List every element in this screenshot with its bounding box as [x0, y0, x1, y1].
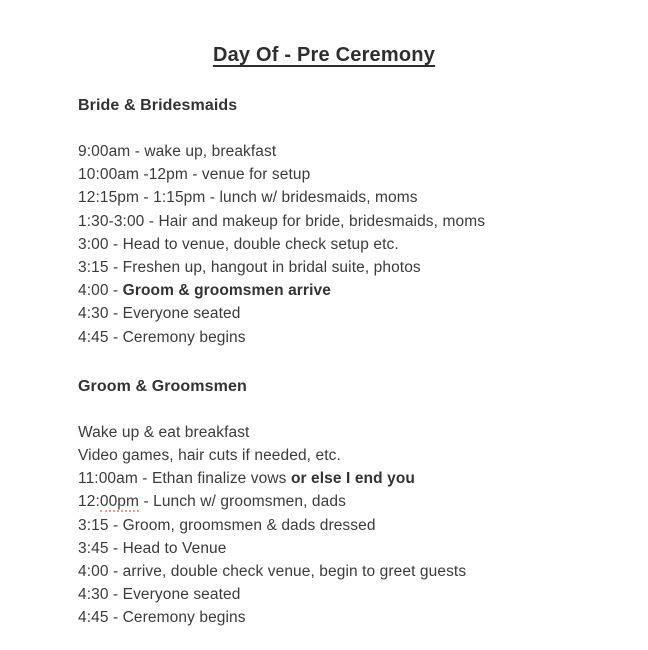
schedule-line [78, 537, 608, 560]
page-title: Day Of - Pre Ceremony [212, 44, 436, 66]
line-text: 4:30 - Everyone seated [78, 586, 241, 604]
line-text: 1:30-3:00 - Hair and makeup for bride, bridesmaids, moms [78, 212, 486, 230]
line-text: 12: [78, 493, 100, 511]
section-heading: Bride & Bridesmaids [78, 97, 238, 114]
line-text-after: - Lunch w/ groomsmen, dads [139, 493, 346, 511]
line-text: 9:00am - wake up, breakfast [78, 143, 277, 160]
schedule-lines [78, 421, 608, 630]
schedule-line [78, 256, 608, 279]
schedule-lines [78, 140, 608, 349]
schedule-line [78, 186, 608, 209]
line-text: 4:30 - Everyone seated [78, 305, 241, 323]
line-text-bold: or else I end you [290, 470, 415, 488]
spellcheck-text: 00pm [99, 493, 140, 511]
line-text: Video games, hair cuts if needed, etc. [78, 447, 341, 465]
schedule-line [78, 210, 608, 233]
schedule-section [78, 94, 608, 349]
document-body [0, 94, 648, 630]
line-text: 11:00am - Ethan finalize vows [78, 470, 291, 488]
schedule-line [78, 467, 608, 490]
schedule-line [78, 490, 608, 513]
schedule-line [78, 514, 608, 537]
line-text: Wake up & eat breakfast [78, 423, 250, 441]
schedule-line [78, 163, 608, 186]
schedule-line [78, 560, 608, 583]
line-text: 3:00 - Head to venue, double check setup etc. [78, 235, 399, 253]
schedule-line [78, 279, 608, 302]
line-text: 3:45 - Head to Venue [78, 539, 227, 557]
line-text: 3:15 - Freshen up, hangout in bridal suite, photos [78, 259, 421, 277]
line-text: 4:00 - [78, 282, 123, 300]
line-text: 10:00am -12pm - venue for setup [78, 166, 311, 184]
line-text: 12:15pm - 1:15pm - lunch w/ bridesmaids, moms [78, 189, 418, 207]
line-text: 4:45 - Ceremony begins [78, 609, 246, 627]
section-heading: Groom & Groomsmen [78, 377, 247, 395]
schedule-line [78, 326, 608, 349]
schedule-line [78, 444, 608, 467]
line-text: 4:00 - arrive, double check venue, begin to greet guests [78, 563, 467, 581]
schedule-line [78, 421, 608, 444]
schedule-line [78, 233, 608, 256]
schedule-section [78, 375, 608, 630]
schedule-line [78, 583, 608, 606]
line-text-bold: Groom & groomsmen arrive [122, 282, 331, 300]
schedule-line [78, 606, 608, 629]
line-text: 3:15 - Groom, groomsmen & dads dressed [78, 516, 376, 534]
schedule-line [78, 302, 608, 325]
sections-container [78, 94, 608, 630]
schedule-line [78, 140, 608, 163]
line-text: 4:45 - Ceremony begins [78, 328, 246, 346]
